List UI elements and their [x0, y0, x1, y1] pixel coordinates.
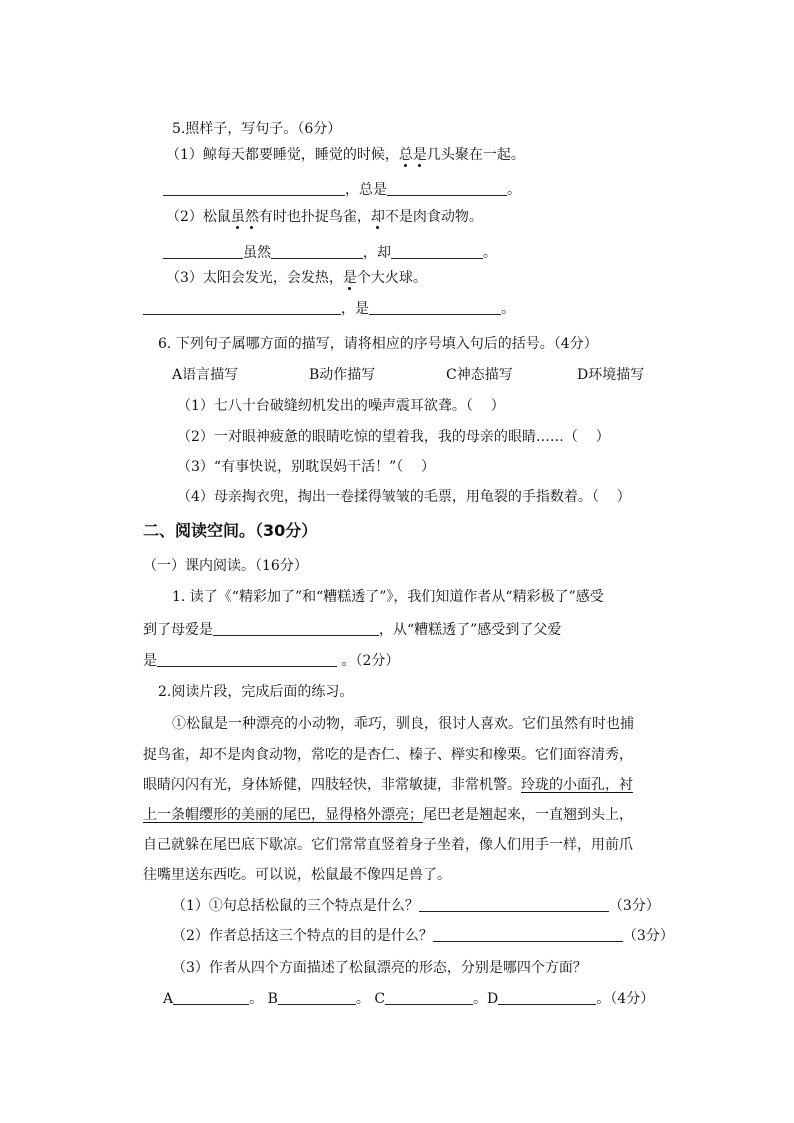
blank[interactable] [433, 927, 623, 942]
blank[interactable] [173, 990, 249, 1005]
q5-answer-3 [143, 300, 515, 318]
blank[interactable] [163, 244, 243, 259]
subq-3: （3）作者从四个方面描述了松鼠漂亮的形态，分别是哪四个方面？ [172, 960, 587, 976]
subq-2 [172, 927, 674, 945]
text: 。 [501, 301, 515, 317]
text: （1）①句总括松鼠的三个特点是什么？ [172, 898, 419, 914]
blank[interactable] [271, 244, 363, 259]
q5-sentence-2 [166, 208, 483, 226]
text: 。（4分） [596, 991, 655, 1007]
passage-line-1: ①松鼠是一种漂亮的小动物，乖巧，驯良，很讨人喜欢。它们虽然有时也捕 [172, 716, 634, 732]
blank[interactable] [369, 300, 501, 315]
q6-title: 6. 下列句子属哪方面的描写，请将相应的序号填入句后的括号。（4分） [158, 336, 598, 352]
q6-option-a: A语言描写 [172, 367, 239, 383]
text: 。D [473, 991, 499, 1007]
blank[interactable] [391, 244, 483, 259]
text: （3分） [622, 928, 674, 944]
q5-answer-2 [163, 244, 497, 262]
blank[interactable] [157, 652, 337, 667]
passage-line-4 [143, 806, 633, 824]
q5-sentence-3 [166, 269, 427, 287]
text: ，从“糟糕透了”感受到了父爱 [379, 622, 562, 638]
text: A [163, 991, 174, 1007]
text: （2）松鼠 [166, 209, 231, 225]
dotted-char: 然 [244, 209, 259, 225]
passage-line-2: 捉鸟雀，却不是肉食动物，常吃的是杏仁、榛子、榉实和橡栗。它们面容清秀， [143, 747, 633, 763]
blank[interactable] [163, 181, 345, 196]
q6-item-3: （3）“有事快说，别耽误妈干活！”（ ） [177, 459, 436, 475]
text: 。 [507, 182, 521, 198]
blank[interactable] [385, 990, 473, 1005]
text: ，是 [341, 301, 369, 317]
q6-option-d: D环境描写 [577, 367, 645, 383]
blank[interactable] [419, 897, 609, 912]
text: （1）鲸每天都要睡觉，睡觉的时候， [166, 147, 399, 163]
text: 。 B [249, 991, 278, 1007]
subq-3-answers [163, 990, 654, 1008]
text: 不是肉食动物。 [384, 209, 483, 225]
text: 尾巴老是翘起来，一直翘到头上， [423, 807, 633, 823]
blank[interactable] [213, 621, 379, 636]
q1-line-1: 1. 读了《“精彩加了”和“糟糕透了”》，我们知道作者从“精彩极了”感受 [172, 589, 604, 605]
dotted-char: 是 [342, 270, 357, 286]
q6-item-2: （2）一对眼神疲惫的眼睛吃惊的望着我，我的母亲的眼睛……（ ） [177, 429, 610, 445]
text: ，总是 [345, 182, 387, 198]
dotted-char: 是 [412, 147, 427, 163]
blank[interactable] [387, 181, 507, 196]
text: （3）太阳会发光，会发热， [166, 270, 343, 286]
blank[interactable] [498, 990, 596, 1005]
text: 眼睛闪闪有光，身体矫健，四肢轻快，非常敏捷，非常机警。 [143, 777, 521, 793]
text: 到了母爱是 [143, 622, 213, 638]
text: （3分） [608, 898, 660, 914]
subq-1 [172, 897, 660, 915]
text: 是 [143, 653, 157, 669]
blank[interactable] [143, 300, 341, 315]
text: 个大火球。 [356, 270, 427, 286]
q5-title: 5.照样子，写句子。（6分） [172, 121, 342, 137]
q6-item-1: （1）七八十台破缝纫机发出的噪声震耳欲聋。（ ） [177, 398, 505, 414]
text: （2）作者总括这三个特点的目的是什么？ [172, 928, 433, 944]
q6-option-c: C神态描写 [446, 367, 513, 383]
dotted-char: 虽 [230, 209, 245, 225]
q1-line-2 [143, 621, 561, 639]
subsection-heading: （一）课内阅读。（16分） [143, 558, 308, 574]
underlined-text: 玲珑的小面孔，衬 [521, 777, 633, 793]
blank[interactable] [278, 990, 356, 1005]
underlined-text: 上一条帽缨形的美丽的尾巴，显得格外漂亮； [143, 807, 423, 823]
text: 有时也扑捉鸟雀， [258, 209, 371, 225]
passage-line-6: 往嘴里送东西吃。可以说，松鼠最不像四足兽了。 [143, 867, 451, 883]
q2-title: 2.阅读片段，完成后面的练习。 [158, 684, 354, 700]
dotted-char: 却 [370, 209, 385, 225]
passage-line-5: 自己就躲在尾巴底下歇凉。它们常常直竖着身子坐着，像人们用手一样，用前爪 [143, 837, 633, 853]
q6-item-4: （4）母亲掏衣兜，掏出一卷揉得皱皱的毛票，用龟裂的手指数着。（ ） [177, 489, 631, 505]
q6-option-b: B动作描写 [309, 367, 376, 383]
q5-answer-1 [163, 181, 521, 199]
section-heading: 二、阅读空间。（30分） [143, 521, 318, 540]
text: 。（2分） [337, 653, 400, 669]
text: 几头聚在一起。 [426, 147, 525, 163]
text: 。 C [355, 991, 386, 1007]
passage-line-3 [143, 776, 633, 794]
q5-sentence-1 [166, 146, 525, 164]
text: ，却 [363, 245, 391, 261]
q1-line-3 [143, 652, 399, 670]
dotted-char: 总 [398, 147, 413, 163]
text: 。 [483, 245, 497, 261]
text: 虽然 [243, 245, 271, 261]
